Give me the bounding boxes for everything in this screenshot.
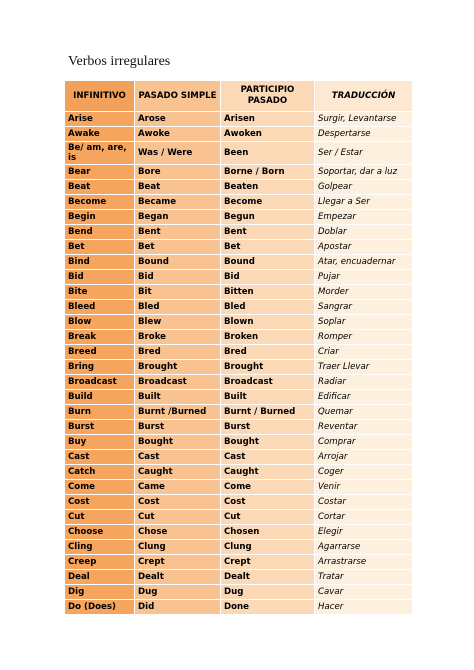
header-past-simple: PASADO SIMPLE [135, 81, 220, 111]
table-row [65, 285, 412, 299]
cell-past-participle: Awoken [221, 127, 314, 141]
cell-past-participle: Beaten [221, 180, 314, 194]
cell-infinitive: Burst [65, 420, 134, 434]
table-row [65, 420, 412, 434]
cell-translation: Llegar a Ser [315, 195, 412, 209]
cell-translation: Ser / Estar [315, 142, 412, 164]
cell-infinitive: Bring [65, 360, 134, 374]
cell-translation: Agarrarse [315, 540, 412, 554]
cell-past-simple: Crept [135, 555, 220, 569]
cell-past-simple: Began [135, 210, 220, 224]
cell-past-simple: Built [135, 390, 220, 404]
cell-past-simple: Clung [135, 540, 220, 554]
header-translation: TRADUCCIÓN [315, 81, 412, 111]
document-title: Verbos irregulares [68, 54, 171, 69]
table-row [65, 375, 412, 389]
cell-translation: Romper [315, 330, 412, 344]
cell-past-participle: Cost [221, 495, 314, 509]
table-row [65, 555, 412, 569]
cell-translation: Cortar [315, 510, 412, 524]
cell-infinitive: Dig [65, 585, 134, 599]
cell-infinitive: Breed [65, 345, 134, 359]
cell-past-simple: Bound [135, 255, 220, 269]
table-row [65, 270, 412, 284]
cell-past-simple: Did [135, 600, 220, 614]
cell-past-simple: Became [135, 195, 220, 209]
cell-past-simple: Cut [135, 510, 220, 524]
cell-infinitive: Cling [65, 540, 134, 554]
table-row [65, 600, 412, 614]
cell-translation: Atar, encuadernar [315, 255, 412, 269]
cell-translation: Soportar, dar a luz [315, 165, 412, 179]
cell-past-simple: Arose [135, 112, 220, 126]
cell-past-participle: Arisen [221, 112, 314, 126]
cell-infinitive: Bleed [65, 300, 134, 314]
table-row [65, 240, 412, 254]
cell-infinitive: Come [65, 480, 134, 494]
cell-infinitive: Cut [65, 510, 134, 524]
table-row [65, 210, 412, 224]
cell-past-participle: Bound [221, 255, 314, 269]
cell-infinitive: Choose [65, 525, 134, 539]
table-row [65, 142, 412, 164]
cell-translation: Reventar [315, 420, 412, 434]
cell-translation: Despertarse [315, 127, 412, 141]
cell-infinitive: Bet [65, 240, 134, 254]
cell-past-participle: Dug [221, 585, 314, 599]
cell-past-participle: Chosen [221, 525, 314, 539]
cell-translation: Costar [315, 495, 412, 509]
table-row [65, 180, 412, 194]
cell-infinitive: Arise [65, 112, 134, 126]
cell-translation: Arrojar [315, 450, 412, 464]
cell-infinitive: Deal [65, 570, 134, 584]
cell-translation: Pujar [315, 270, 412, 284]
cell-past-participle: Become [221, 195, 314, 209]
cell-past-simple: Bit [135, 285, 220, 299]
table-row [65, 165, 412, 179]
cell-past-simple: Awoke [135, 127, 220, 141]
cell-translation: Empezar [315, 210, 412, 224]
cell-past-simple: Was / Were [135, 142, 220, 164]
cell-past-participle: Cast [221, 450, 314, 464]
cell-past-participle: Bought [221, 435, 314, 449]
cell-past-simple: Dug [135, 585, 220, 599]
cell-translation: Arrastrarse [315, 555, 412, 569]
cell-infinitive: Break [65, 330, 134, 344]
cell-past-participle: Bet [221, 240, 314, 254]
table-row [65, 112, 412, 126]
table-row [65, 300, 412, 314]
cell-translation: Comprar [315, 435, 412, 449]
cell-translation: Edificar [315, 390, 412, 404]
cell-infinitive: Buy [65, 435, 134, 449]
cell-past-simple: Burst [135, 420, 220, 434]
table-body [65, 112, 412, 614]
table-row [65, 585, 412, 599]
cell-translation: Elegir [315, 525, 412, 539]
table-row [65, 195, 412, 209]
cell-translation: Golpear [315, 180, 412, 194]
cell-infinitive: Bend [65, 225, 134, 239]
table-row [65, 360, 412, 374]
cell-translation: Morder [315, 285, 412, 299]
cell-past-participle: Been [221, 142, 314, 164]
cell-infinitive: Awake [65, 127, 134, 141]
cell-translation: Radiar [315, 375, 412, 389]
cell-translation: Sangrar [315, 300, 412, 314]
cell-past-simple: Bet [135, 240, 220, 254]
cell-past-participle: Caught [221, 465, 314, 479]
cell-translation: Quemar [315, 405, 412, 419]
cell-past-participle: Bled [221, 300, 314, 314]
cell-past-participle: Crept [221, 555, 314, 569]
cell-past-participle: Brought [221, 360, 314, 374]
cell-past-participle: Clung [221, 540, 314, 554]
cell-past-participle: Cut [221, 510, 314, 524]
cell-past-simple: Chose [135, 525, 220, 539]
cell-infinitive: Bear [65, 165, 134, 179]
table-row [65, 435, 412, 449]
cell-past-participle: Burst [221, 420, 314, 434]
cell-translation: Coger [315, 465, 412, 479]
table-row [65, 450, 412, 464]
cell-past-simple: Bid [135, 270, 220, 284]
cell-past-simple: Came [135, 480, 220, 494]
table-row [65, 480, 412, 494]
cell-past-simple: Broke [135, 330, 220, 344]
cell-past-participle: Come [221, 480, 314, 494]
cell-past-participle: Broken [221, 330, 314, 344]
table-row [65, 570, 412, 584]
cell-infinitive: Begin [65, 210, 134, 224]
cell-infinitive: Be/ am, are, is [65, 142, 134, 164]
cell-past-simple: Cast [135, 450, 220, 464]
table-row [65, 345, 412, 359]
cell-translation: Tratar [315, 570, 412, 584]
cell-translation: Venir [315, 480, 412, 494]
cell-past-participle: Burnt / Burned [221, 405, 314, 419]
cell-past-simple: Dealt [135, 570, 220, 584]
cell-past-simple: Broadcast [135, 375, 220, 389]
cell-infinitive: Creep [65, 555, 134, 569]
irregular-verbs-table [64, 80, 413, 615]
cell-past-participle: Bred [221, 345, 314, 359]
cell-infinitive: Do (Does) [65, 600, 134, 614]
cell-past-participle: Borne / Born [221, 165, 314, 179]
cell-past-simple: Bred [135, 345, 220, 359]
cell-past-participle: Bent [221, 225, 314, 239]
cell-infinitive: Beat [65, 180, 134, 194]
cell-translation: Surgir, Levantarse [315, 112, 412, 126]
cell-infinitive: Build [65, 390, 134, 404]
table-row [65, 510, 412, 524]
table-row [65, 255, 412, 269]
header-infinitive: INFINITIVO [65, 81, 134, 111]
table-row [65, 225, 412, 239]
cell-translation: Apostar [315, 240, 412, 254]
cell-infinitive: Bid [65, 270, 134, 284]
cell-past-simple: Blew [135, 315, 220, 329]
table-row [65, 405, 412, 419]
cell-translation: Traer Llevar [315, 360, 412, 374]
table-row [65, 465, 412, 479]
table-header-row [65, 81, 412, 111]
cell-past-simple: Bought [135, 435, 220, 449]
cell-translation: Soplar [315, 315, 412, 329]
cell-translation: Hacer [315, 600, 412, 614]
cell-infinitive: Bind [65, 255, 134, 269]
cell-infinitive: Cast [65, 450, 134, 464]
cell-past-participle: Bid [221, 270, 314, 284]
cell-translation: Doblar [315, 225, 412, 239]
header-past-participle [221, 81, 314, 111]
cell-infinitive: Burn [65, 405, 134, 419]
header-past-participle-text: PARTICIPIO PASADO [240, 85, 295, 106]
cell-past-simple: Bore [135, 165, 220, 179]
table-row [65, 390, 412, 404]
cell-translation: Cavar [315, 585, 412, 599]
cell-translation: Criar [315, 345, 412, 359]
cell-past-participle: Begun [221, 210, 314, 224]
cell-past-simple: Burnt /Burned [135, 405, 220, 419]
table-row [65, 540, 412, 554]
cell-past-participle: Blown [221, 315, 314, 329]
cell-past-simple: Caught [135, 465, 220, 479]
cell-infinitive: Cost [65, 495, 134, 509]
table-row [65, 315, 412, 329]
table-row [65, 330, 412, 344]
cell-past-simple: Cost [135, 495, 220, 509]
cell-infinitive: Bite [65, 285, 134, 299]
table-row [65, 525, 412, 539]
cell-past-simple: Beat [135, 180, 220, 194]
cell-infinitive: Broadcast [65, 375, 134, 389]
cell-past-participle: Done [221, 600, 314, 614]
cell-past-participle: Bitten [221, 285, 314, 299]
cell-past-participle: Built [221, 390, 314, 404]
cell-past-participle: Broadcast [221, 375, 314, 389]
cell-infinitive: Become [65, 195, 134, 209]
cell-past-simple: Bent [135, 225, 220, 239]
table-row [65, 127, 412, 141]
cell-past-simple: Brought [135, 360, 220, 374]
cell-infinitive: Catch [65, 465, 134, 479]
cell-past-simple: Bled [135, 300, 220, 314]
cell-past-participle: Dealt [221, 570, 314, 584]
table-row [65, 495, 412, 509]
cell-infinitive: Blow [65, 315, 134, 329]
